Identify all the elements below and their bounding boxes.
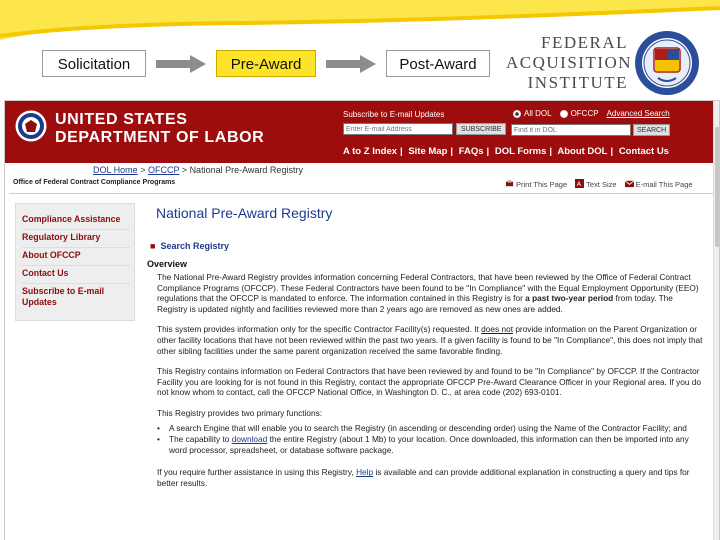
radio-all-dol-label: All DOL: [524, 109, 552, 118]
print-page-tool[interactable]: [505, 179, 567, 189]
fai-logo-text: [506, 33, 633, 93]
paragraph-functions: This Registry provides two primary functions:: [157, 407, 323, 418]
bullet-icon: •: [157, 434, 160, 445]
left-nav: [15, 203, 135, 321]
email-page-label: E-mail This Page: [635, 180, 693, 189]
paragraph-emphasis: a past two-year period: [525, 293, 614, 304]
agency-label: Office of Federal Contract Compliance Programs: [13, 179, 176, 186]
scrollbar-thumb[interactable]: [715, 127, 720, 247]
divider: [9, 193, 713, 194]
radio-ofccp-label: OFCCP: [570, 109, 599, 118]
leftnav-contact-us[interactable]: Contact Us: [22, 266, 130, 284]
fai-line-institute: INSTITUTE: [527, 73, 628, 92]
page-title: National Pre-Award Registry: [156, 205, 333, 221]
leftnav-about-ofccp[interactable]: About OFCCP: [22, 248, 130, 266]
email-input[interactable]: [343, 123, 453, 135]
list-item-text: the entire Registry (about 1 Mb) to your location. Once downloaded, this information can then be imported into any word processor, spreadsheet, or database software package.: [169, 434, 689, 455]
advanced-search-link[interactable]: Advanced Search: [606, 109, 670, 118]
breadcrumb-current: National Pre-Award Registry: [189, 165, 303, 175]
search-registry-link[interactable]: [150, 241, 703, 251]
text-size-icon: [575, 179, 584, 188]
nav-site-map[interactable]: Site Map: [408, 146, 448, 157]
fai-logo: [506, 30, 706, 100]
printer-icon: [505, 179, 514, 188]
paragraph-text: is available and can provide additional explanation in constructing a query and tips for better results.: [157, 467, 690, 488]
paragraph-text: provide information on the Parent Organization or other facility locations that have not been reviewed within the past two years. If a given facility is found to be "In Compliance", this does not imply that other sibling facilities under the same parent organization received the same favorable finding.: [157, 324, 703, 356]
fai-line-federal: FEDERAL: [541, 33, 628, 52]
list-item-text: A search Engine that will enable you to search the Registry (in ascending or descending order) using the Name of the Contractor Facility; and: [169, 422, 687, 433]
nav-a-to-z-index[interactable]: A to Z Index: [343, 146, 398, 157]
subscribe-button[interactable]: SUBSCRIBE: [456, 123, 506, 135]
nav-dol-forms[interactable]: DOL Forms: [494, 146, 547, 157]
nav-contact-us[interactable]: Contact Us: [618, 146, 669, 157]
paragraph-intro: [157, 272, 703, 314]
breadcrumb-ofccp[interactable]: OFCCP: [147, 165, 180, 175]
dol-title-line2: DEPARTMENT OF LABOR: [55, 129, 265, 146]
paragraph-text: This system provides information only for the specific Contractor Facility(s) requested. It: [157, 324, 482, 335]
search-registry-label: Search Registry: [160, 241, 229, 251]
paragraph-text: from today. The Registry is updated nightly and facilities reviewed more than 2 years ago are removed as new ones are added.: [157, 293, 673, 314]
breadcrumb-separator: >: [179, 165, 190, 175]
dol-header: [5, 101, 720, 163]
email-page-tool[interactable]: [625, 179, 693, 189]
step-solicitation: Solicitation: [42, 50, 146, 77]
search-input[interactable]: [511, 124, 631, 136]
list-item: [157, 423, 703, 434]
arrow-right-icon: [152, 50, 210, 77]
radio-ofccp[interactable]: [560, 110, 568, 118]
dol-seal-icon[interactable]: [15, 110, 47, 142]
envelope-icon: [625, 179, 634, 188]
fai-line-acquisition: ACQUISITION: [506, 53, 633, 72]
leftnav-compliance-assistance[interactable]: Compliance Assistance: [22, 212, 130, 230]
text-size-label: Text Size: [586, 180, 617, 189]
leftnav-regulatory-library[interactable]: Regulatory Library: [22, 230, 130, 248]
dol-title-line1: UNITED STATES: [55, 111, 188, 128]
fai-seal-icon: [634, 30, 700, 96]
main-content: [147, 205, 703, 489]
page-tools: [505, 179, 693, 189]
paragraph-text: The National Pre-Award Registry provides information concerning Federal Contractors, that have been reviewed by the Office of Federal Contract Compliance Programs (OFCCP). These Federal Contractors have been found to be "In Compliance" with the Equal Employment Opportunity (EEO) regulations that the OFCCP is mandated to enforce. The information contained in this Registry is for: [157, 272, 699, 304]
dol-title[interactable]: [55, 111, 264, 147]
print-page-label: Print This Page: [516, 180, 568, 189]
paragraph-contact: This Registry contains information on Federal Contractors that have been reviewed by and found to be "In Compliance" by OFCCP. If the Contractor Facility you are looking for is not found in this Registry, contact the appropriate OFCCP Pre-Award Clearance Officer in your Regional area. If you do not know whom to contact, call the OFCCP National Office, in Washington D. C., at area code (202) 693-0101.: [157, 366, 702, 398]
vertical-scrollbar[interactable]: [713, 101, 720, 540]
radio-all-dol[interactable]: [513, 110, 521, 118]
top-nav: A to Z Index | Site Map | FAQs | DOL Forms | About DOL | Contact Us: [343, 146, 669, 157]
help-link[interactable]: Help: [356, 467, 374, 478]
bullet-icon: •: [157, 422, 160, 433]
process-steps: [42, 50, 490, 77]
step-pre-award: Pre-Award: [216, 50, 316, 77]
overview-heading: Overview: [147, 259, 188, 269]
paragraph-text: If you require further assistance in using this Registry,: [157, 467, 357, 478]
nav-about-dol[interactable]: About DOL: [557, 146, 608, 157]
svg-text:A: A: [576, 181, 582, 188]
paragraph-emphasis: does not: [481, 324, 514, 335]
text-size-tool[interactable]: [575, 179, 616, 189]
list-item: [157, 434, 703, 455]
leftnav-subscribe[interactable]: Subscribe to E-mail Updates: [22, 286, 105, 307]
search-scope: [513, 109, 670, 118]
nav-faqs[interactable]: FAQs: [458, 146, 484, 157]
paragraph-scope: [157, 324, 703, 356]
step-post-award: Post-Award: [386, 50, 490, 77]
browser-screenshot: [4, 100, 720, 540]
breadcrumb-dol-home[interactable]: DOL Home: [93, 165, 138, 175]
search-button[interactable]: SEARCH: [633, 124, 670, 136]
bullet-icon: ■: [150, 241, 156, 251]
list-item-text: The capability to: [169, 434, 232, 445]
breadcrumb-separator: >: [137, 165, 148, 175]
arrow-right-icon: [322, 50, 380, 77]
functions-list: [157, 423, 703, 456]
breadcrumb: [93, 165, 303, 175]
subscribe-label: Subscribe to E-mail Updates: [343, 110, 445, 119]
paragraph-help: [157, 467, 703, 488]
download-link[interactable]: download: [231, 434, 268, 445]
